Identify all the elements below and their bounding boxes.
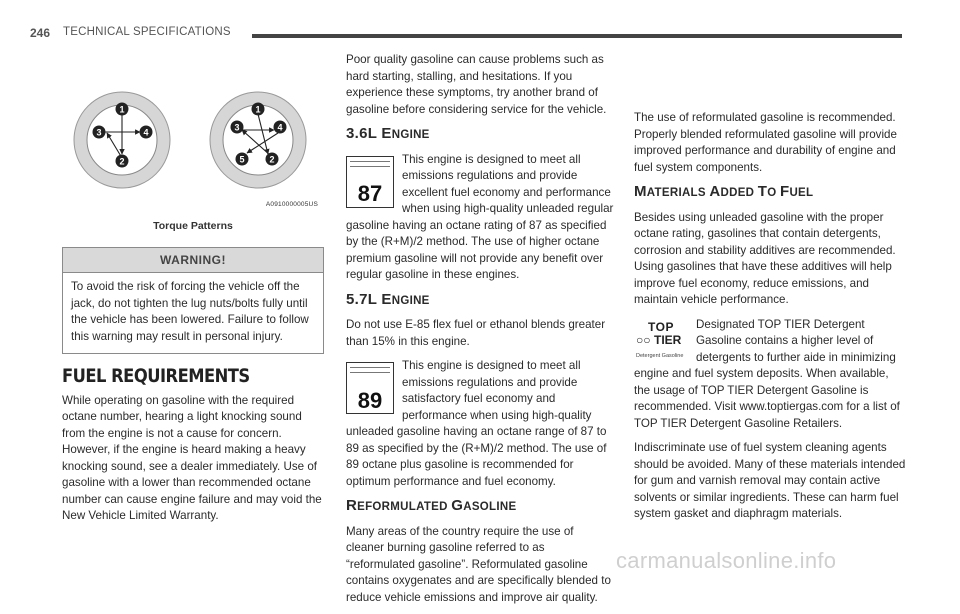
engine-36-heading: [346, 126, 614, 144]
header-rule: [252, 34, 902, 38]
engine-57-heading: [346, 292, 614, 310]
lug-1-label: 1: [255, 104, 261, 115]
column-2: [346, 52, 614, 614]
toptier-block: [634, 317, 906, 433]
materials-heading: MATERIALS ADDED TO FUEL: [634, 183, 814, 200]
warning-body: To avoid the risk of forcing the vehicle off the jack, do not tighten the lug nuts/bolts fully until the vehicle has been lowered. Failure to follow this warning may result in personal injury.: [71, 280, 309, 343]
four-lug-pattern: [74, 92, 170, 188]
toptier-text: Designated TOP TIER Detergent Gasoline contains a higher level of detergents to further aide in minimizing engine and fuel system deposits. When available, the usage of TOP TIER Detergent Gasoline is recommended. Visit www.toptiergas.com for a list of TOP TIER Detergent Gasoline Retailers.: [634, 317, 900, 430]
torque-patterns-figure: [62, 70, 324, 218]
lug-4-label: 4: [143, 127, 149, 138]
materials-paragraph-1: Besides using unleaded gasoline with the proper octane rating, gasolines that contain detergents, corrosion and stability additives are recommended. Using gasolines that have these additives will help improve fuel economy, reduce emissions, and maintain vehicle performance.: [634, 210, 896, 306]
figure-code: A0910000005US: [265, 201, 318, 208]
fuel-requirements-heading: FUEL REQUIREMENTS: [62, 365, 250, 387]
engine-57-e85-paragraph: Do not use E-85 flex fuel or ethanol blends greater than 15% in this engine.: [346, 318, 606, 348]
octane-87-number: 87: [357, 181, 383, 206]
warning-box: [62, 247, 324, 355]
reformulated-paragraph-2: The use of reformulated gasoline is recommended. Properly blended reformulated gasoline will provide improved performance and durability of engine and fuel system components.: [634, 111, 897, 174]
engine-36-text: This engine is designed to meet all emissions regulations and provide excellent fuel economy and performance when using high-quality unleaded regular gasoline having an octane rating of 87 as specified by the (R+M)/2 method. The use of higher octane premium gasoline will not provide any benefit over regular gasoline in these engines.: [346, 152, 614, 281]
page-number: 246: [30, 26, 51, 40]
watermark: carmanualsonline.info: [616, 548, 837, 573]
lug-4-label: 4: [277, 122, 283, 133]
engine-57-block: [346, 358, 614, 490]
five-lug-pattern: [210, 92, 306, 188]
lug-1-label: 1: [119, 104, 125, 115]
reformulated-continuation-spacer: [634, 52, 906, 110]
lug-3-label: 3: [234, 122, 240, 133]
column-1: [62, 70, 324, 533]
engine-57-heading-small: NGINE: [391, 294, 430, 307]
torque-patterns-diagram: [62, 70, 324, 210]
figure-caption: Torque Patterns: [153, 220, 233, 232]
warning-title: WARNING!: [63, 248, 323, 274]
lug-5-label: 5: [239, 154, 245, 165]
engine-36-heading-main: 3.6L E: [346, 125, 392, 142]
toptier-logo: TOP ○○ TIER Detergent Gasoline: [636, 319, 684, 359]
lug-2-label: 2: [269, 154, 275, 165]
engine-36-heading-small: NGINE: [391, 129, 430, 141]
octane-87-icon: [346, 156, 394, 208]
section-title: TECHNICAL SPECIFICATIONS: [63, 26, 231, 38]
lug-2-label: 2: [119, 156, 125, 167]
page-header: [30, 22, 902, 42]
materials-paragraph-3: Indiscriminate use of fuel system cleaning agents should be avoided. Many of these materials intended for gum and varnish removal may contain active solvents or similar ingredients. These can harm fuel system gasket and diaphragm materials.: [634, 441, 906, 520]
lug-3-label: 3: [96, 127, 102, 138]
octane-89-icon: [346, 362, 394, 414]
poor-quality-paragraph: Poor quality gasoline can cause problems such as hard starting, stalling, and hesitations. If you experience these symptoms, try another brand of gasoline before considering service for the vehicle.: [346, 53, 607, 116]
engine-57-heading-main: 5.7L E: [346, 290, 392, 308]
reformulated-heading: REFORMULATED GASOLINE: [346, 497, 517, 514]
fuel-requirements-paragraph: While operating on gasoline with the required octane number, hearing a light knocking sound from the engine is not a cause for concern. However, if the engine is heard making a heavy knocking sound, see a dealer immediately. Use of gasoline with a lower than recommended octane number can cause engine failure and may void the New Vehicle Limited Warranty.: [62, 393, 322, 522]
reformulated-paragraph-1: Many areas of the country require the use of cleaner burning gasoline referred to as “reformulated gasoline”. Reformulated gasoline contains oxygenates and are specifically blended to reduce vehicle emissions and improve air quality.: [346, 524, 611, 604]
engine-57-text: This engine is designed to meet all emissions regulations and provide satisfactory fuel economy and performance when using high-quality unleaded gasoline having an octane range of 87 to 89 as specified by the (R+M)/2 method. The use of 89 octane plus gasoline is recommended for optimum performance and fuel economy.: [346, 359, 607, 488]
engine-36-block: [346, 152, 614, 284]
octane-89-number: 89: [357, 387, 383, 413]
column-3: [634, 52, 906, 531]
